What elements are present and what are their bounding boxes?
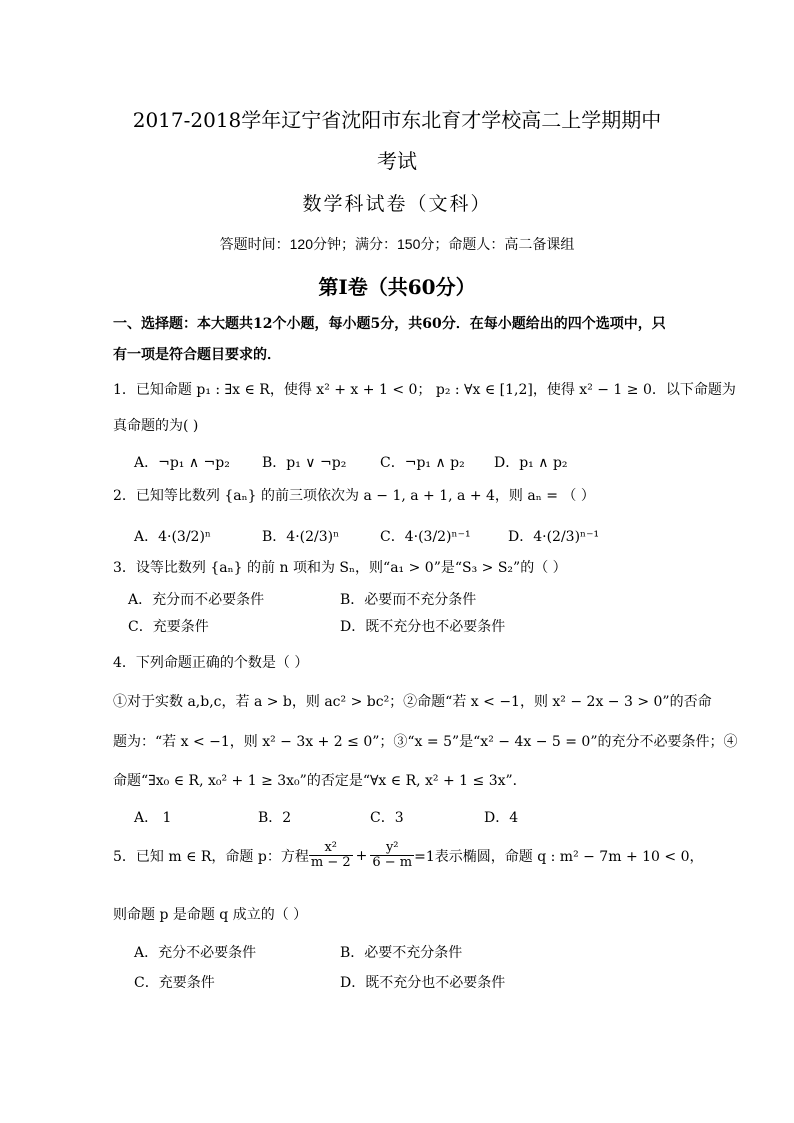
q5-option-b[interactable]: B．必要不充分条件 [340, 945, 463, 961]
q1-stem-line-2: 真命题的为( ) [113, 418, 199, 434]
q1-option-c[interactable]: C．¬p₁ ∧ p₂ [380, 455, 465, 471]
q5-fraction-1-numerator: x² [309, 841, 353, 856]
q5-stem-pre: 5．已知 m ∈ R，命题 p：方程 [113, 848, 309, 865]
q2-option-a[interactable]: A．4·(3/2)ⁿ [134, 529, 211, 545]
section-intro-line-1: 一、选择题：本大题共12个小题，每小题5分，共60分．在每小题给出的四个选项中，只 [113, 316, 666, 332]
q5-fraction-2 [370, 841, 414, 870]
q3-option-a[interactable]: A．充分而不必要条件 [128, 592, 265, 608]
q1-option-b[interactable]: B．p₁ ∨ ¬p₂ [262, 455, 347, 471]
section-intro-line-2: 有一项是符合题目要求的． [113, 347, 281, 363]
q1-option-a[interactable]: A．¬p₁ ∧ ¬p₂ [134, 455, 230, 471]
q4-body-line-1: ①对于实数 a,b,c，若 a > b，则 ac² > bc²；②命题“若 x < −1，则 x² − 2x − 3 > 0”的否命 [113, 694, 712, 710]
q2-option-d[interactable]: D．4·(2/3)ⁿ⁻¹ [508, 529, 600, 545]
q5-plus-sign: + [355, 847, 368, 864]
q5-option-c[interactable]: C．充要条件 [134, 975, 215, 991]
q5-fraction-2-denominator: 6 − m [372, 855, 413, 870]
q5-option-a[interactable]: A．充分不必要条件 [134, 945, 257, 961]
q5-fraction-2-numerator: y² [370, 841, 414, 856]
subtitle: 数学科试卷（文科） [302, 193, 492, 215]
q3-option-d[interactable]: D．既不充分也不必要条件 [340, 619, 506, 635]
section-title: 第Ⅰ卷（共60分） [318, 275, 476, 299]
q3-option-c[interactable]: C．充要条件 [128, 619, 209, 635]
exam-info: 答题时间：120分钟；满分：150分；命题人：高二备课组 [219, 236, 575, 252]
q5-stem-line-2: 则命题 p 是命题 q 成立的（ ） [113, 907, 308, 923]
title-line-1: 2017-2018学年辽宁省沈阳市东北育才学校高二上学期期中 [132, 108, 662, 132]
q4-body-line-3: 命题“∃x₀ ∈ R, x₀² + 1 ≥ 3x₀”的否定是“∀x ∈ R, x² + 1 ≤ 3x”． [113, 773, 527, 789]
q1-stem-line-1: 1．已知命题 p₁ : ∃x ∈ R，使得 x² + x + 1 < 0； p₂ : ∀x ∈ [1,2]，使得 x² − 1 ≥ 0．以下命题为 [113, 382, 736, 398]
q2-option-b[interactable]: B．4·(2/3)ⁿ [262, 529, 340, 545]
q5-stem-post: =1表示椭圆，命题 q : m² − 7m + 10 < 0， [414, 848, 704, 865]
q3-stem: 3．设等比数列 {aₙ} 的前 n 项和为 Sₙ，则“a₁ > 0”是“S₃ > S₂”的（ ） [113, 560, 567, 576]
q2-stem: 2．已知等比数列 {aₙ} 的前三项依次为 a − 1, a + 1, a + 4，则 aₙ = （ ） [113, 488, 595, 504]
q4-option-b[interactable]: B．2 [258, 810, 292, 826]
q1-option-d[interactable]: D．p₁ ∧ p₂ [494, 455, 568, 471]
q4-option-c[interactable]: C．3 [370, 810, 404, 826]
q2-option-c[interactable]: C．4·(3/2)ⁿ⁻¹ [380, 529, 471, 545]
q3-option-b[interactable]: B．必要而不充分条件 [340, 592, 477, 608]
q4-option-a[interactable]: A． 1 [134, 810, 172, 826]
q5-fraction-1 [309, 841, 353, 870]
q4-stem: 4．下列命题正确的个数是（ ） [113, 655, 309, 671]
q4-body-line-2: 题为：“若 x < −1，则 x² − 3x + 2 ≤ 0”；③“x = 5”是“x² − 4x − 5 = 0”的充分不必要条件；④ [113, 734, 738, 750]
q5-stem [113, 841, 703, 870]
q5-fraction-1-denominator: m − 2 [310, 855, 351, 870]
q4-option-d[interactable]: D．4 [484, 810, 519, 826]
q5-option-d[interactable]: D．既不充分也不必要条件 [340, 975, 506, 991]
title-line-2: 考试 [377, 149, 417, 173]
